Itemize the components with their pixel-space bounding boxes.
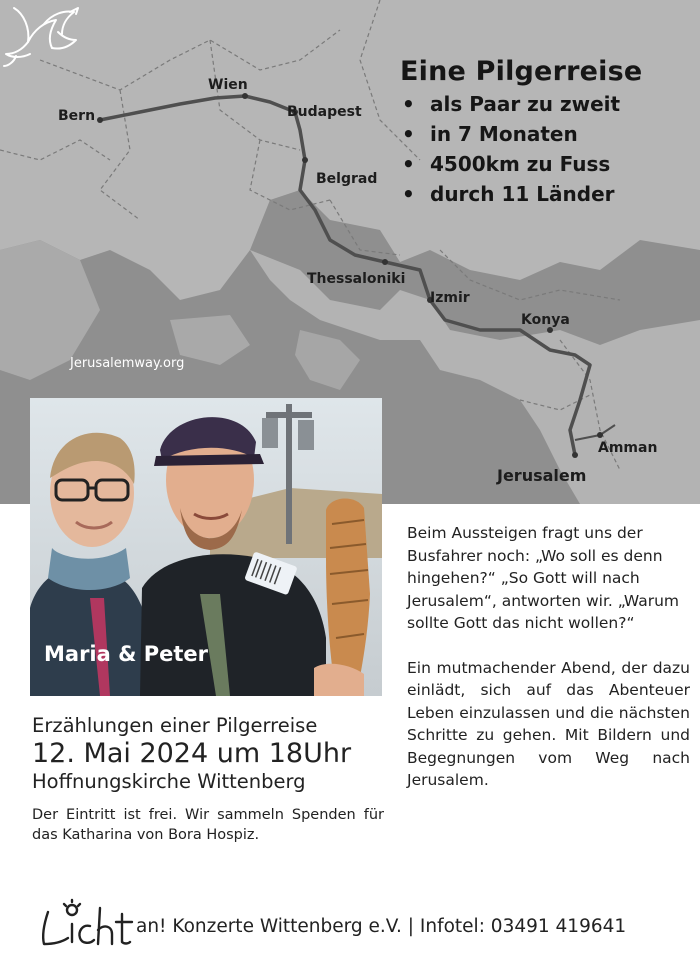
headline-bullets (400, 89, 690, 209)
city-label-bern: Bern (58, 108, 96, 124)
footer-text: an! Konzerte Wittenberg e.V. | Infotel: 03491 419641 (136, 916, 627, 937)
event-admission: Der Eintritt ist frei. Wir sammeln Spenden für das Katharina von Bora Hospiz. (32, 807, 384, 843)
story-text (407, 522, 690, 814)
headline-block (400, 56, 690, 209)
licht-logo-icon (38, 898, 138, 954)
city-label-jerusalem: Jerusalem (497, 466, 587, 485)
headline-bullet: • als Paar zu zweit (400, 89, 690, 119)
city-label-amman: Amman (598, 440, 658, 456)
city-label-konya: Konya (521, 312, 570, 328)
story-paragraph-1: Beim Aussteigen fragt uns der Busfahrer noch: „Wo soll es denn hingehen?“ „So Gott will nach Jerusalem“, antworten wir. „Warum sollte Gott das nicht wollen?“ (407, 524, 680, 632)
city-label-belgrad: Belgrad (316, 171, 378, 187)
event-venue: Hoffnungskirche Wittenberg (32, 770, 306, 793)
story-paragraph-2: Ein mutmachender Abend, der dazu einlädt, sich auf das Abenteuer Leben einzulassen und die nächsten Schritte zu gehen. Mit Bildern und Begegnungen vom Weg nach Jerusalem. (407, 658, 690, 789)
photo-caption: Maria & Peter (44, 642, 209, 666)
city-label-budapest: Budapest (287, 104, 362, 120)
city-label-izmir: Izmir (430, 290, 470, 306)
city-label-wien: Wien (208, 77, 248, 93)
headline-bullet: • durch 11 Länder (400, 179, 690, 209)
headline-bullet: • in 7 Monaten (400, 119, 690, 149)
headline-title: Eine Pilgerreise (400, 56, 643, 87)
event-details (32, 713, 384, 845)
city-label-thessaloniki: Thessaloniki (307, 271, 406, 287)
headline-bullet: • 4500km zu Fuss (400, 149, 690, 179)
event-date: 12. Mai 2024 um 18Uhr (32, 738, 352, 769)
event-subtitle: Erzählungen einer Pilgerreise (32, 714, 318, 737)
footer (38, 898, 678, 954)
dove-logo-icon (0, 0, 180, 78)
jerusalemway-logo-text: Jerusalemway.org (70, 356, 185, 371)
